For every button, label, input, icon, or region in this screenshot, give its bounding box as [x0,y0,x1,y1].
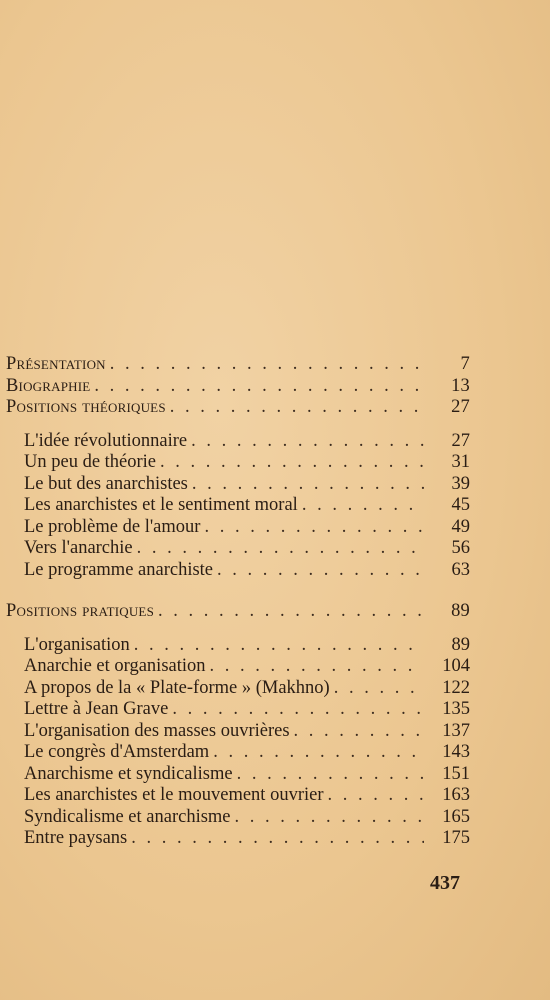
toc-entry-page: 27 [451,397,470,417]
toc-entry-page: 13 [451,375,470,396]
dot-leader [294,721,424,743]
dot-leader [334,678,424,700]
table-of-contents [6,354,470,850]
toc-entry-label: A propos de la « Plate-forme » (Makhno) [24,677,330,698]
toc-entry-label: Les anarchistes et le sentiment moral [24,495,298,515]
toc-entry-label: L'idée révolutionnaire [24,430,188,451]
toc-entry-presentation [6,354,470,376]
dot-leader [217,560,424,582]
dot-leader [210,656,424,678]
toc-entry-label: Lettre à Jean Grave [24,699,169,719]
dot-leader [192,474,424,496]
toc-entry [6,656,470,678]
toc-entry-label: Le programme anarchiste [24,559,214,580]
dot-leader [204,517,424,539]
toc-entry [6,452,470,474]
toc-entry [6,807,470,829]
toc-entry-page: 89 [451,634,470,655]
toc-entry-page: 31 [451,452,470,472]
toc-entry-page: 137 [442,720,470,741]
toc-entry [6,474,470,496]
toc-entry-page: 175 [442,828,470,848]
dot-leader [302,495,424,517]
dot-leader [237,764,424,786]
dot-leader [328,785,425,807]
toc-entry-positions-pratiques [6,601,470,623]
toc-entry [6,678,470,700]
toc-entry-label: Présentation [6,354,106,374]
dot-leader [137,538,424,560]
toc-entry [6,635,470,657]
toc-entry-label: Le but des anarchistes [24,473,188,494]
toc-entry [6,517,470,539]
dot-leader [160,452,424,474]
toc-entry-label: Anarchie et organisation [24,656,206,676]
toc-entry-page: 45 [451,495,470,515]
dot-leader [134,635,424,657]
dot-leader [158,601,424,623]
toc-entry-page: 27 [451,430,470,451]
spacer [6,419,470,431]
toc-entry-page: 39 [451,473,470,494]
toc-entry [6,828,470,850]
toc-entry-positions-theoriques [6,397,470,419]
toc-entry-label: Vers l'anarchie [24,538,133,558]
toc-entry [6,699,470,721]
dot-leader [191,431,424,453]
toc-entry-label: Le congrès d'Amsterdam [24,742,210,762]
dot-leader [94,376,424,398]
toc-entry-page: 135 [442,699,470,719]
dot-leader [172,699,424,721]
toc-entry-label: L'organisation [24,634,130,655]
toc-entry-page: 163 [442,785,470,805]
toc-entry [6,721,470,743]
toc-entry-label: Positions pratiques [6,601,155,621]
toc-entry-page: 143 [442,742,470,762]
toc-entry-page: 165 [442,806,470,827]
dot-leader [235,807,424,829]
toc-entry-biographie [6,376,470,398]
spacer [6,623,470,635]
toc-entry-label: Positions théoriques [6,397,166,417]
toc-entry-page: 7 [460,354,470,374]
toc-entry-page: 63 [451,559,470,580]
toc-entry [6,785,470,807]
toc-entry-page: 49 [451,516,470,537]
toc-entry-label: Un peu de théorie [24,452,157,472]
page-number: 437 [430,872,460,894]
dot-leader [110,354,424,376]
toc-entry-page: 151 [442,763,470,784]
toc-entry [6,560,470,582]
toc-entry-page: 56 [451,538,470,558]
toc-entry [6,742,470,764]
toc-entry [6,538,470,560]
toc-entry-page: 104 [442,656,470,676]
toc-entry-page: 122 [442,677,470,698]
spacer [6,581,470,601]
toc-entry [6,431,470,453]
dot-leader [170,397,424,419]
toc-entry-label: Entre paysans [24,828,128,848]
toc-entry [6,495,470,517]
toc-entry [6,764,470,786]
dot-leader [131,828,424,850]
toc-entry-label: Anarchisme et syndicalisme [24,763,233,784]
dot-leader [213,742,424,764]
toc-entry-label: Le problème de l'amour [24,516,201,537]
toc-entry-label: Les anarchistes et le mouvement ouvrier [24,785,324,805]
toc-entry-label: L'organisation des masses ouvrières [24,720,290,741]
toc-entry-label: Syndicalisme et anarchisme [24,806,231,827]
toc-entry-page: 89 [451,601,470,621]
toc-entry-label: Biographie [6,375,91,396]
